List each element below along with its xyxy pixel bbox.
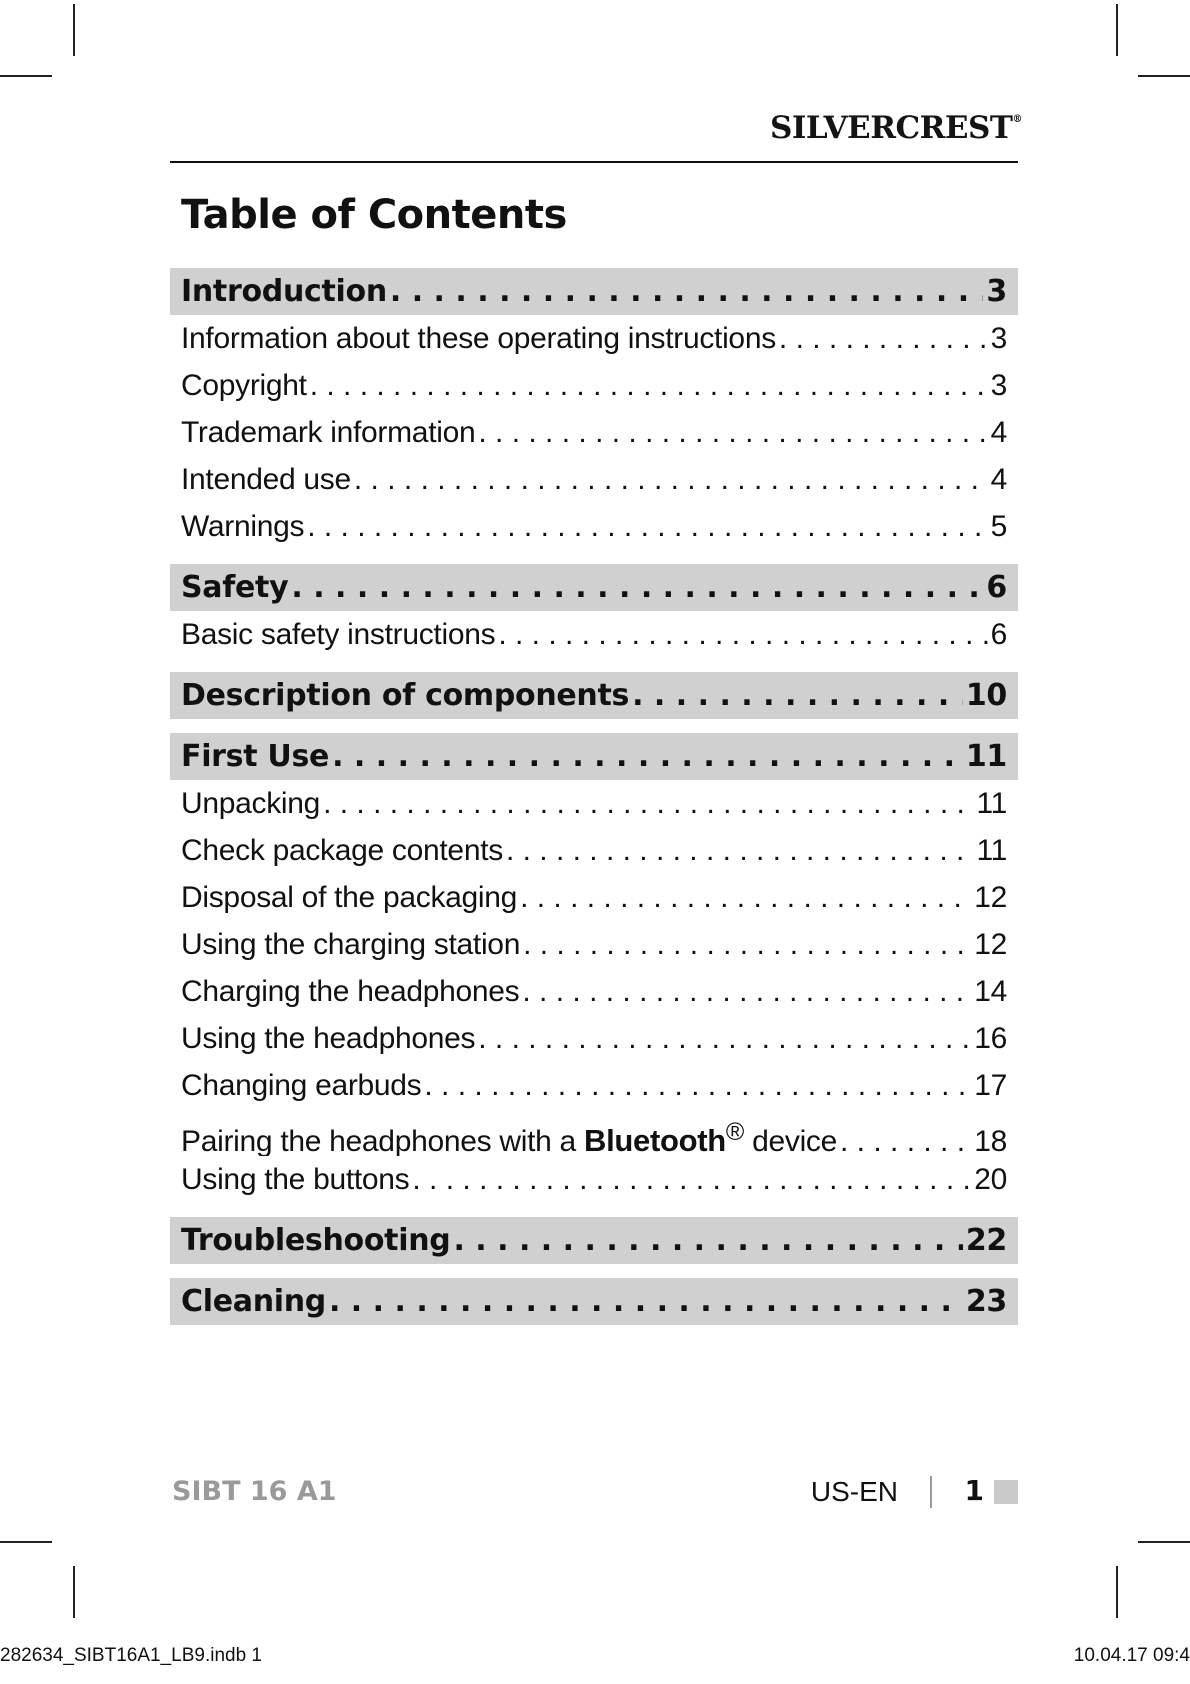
toc-leader — [498, 611, 987, 658]
footer-language: US-EN — [810, 1476, 898, 1507]
toc-section-troubleshooting — [170, 1217, 1018, 1264]
toc-leader — [412, 1156, 971, 1203]
toc-leader — [506, 827, 974, 874]
toc-entry-title: Intended use — [181, 463, 351, 496]
toc-entry-page: 3 — [990, 322, 1007, 355]
toc-entry-title: Basic safety instructions — [181, 618, 496, 651]
toc-entry-row[interactable] — [170, 827, 1018, 874]
toc-entry-row[interactable] — [170, 780, 1018, 827]
toc-entry-title: Using the headphones — [181, 1022, 476, 1055]
toc-leader — [310, 362, 988, 409]
toc-entry-label-tail: device — [752, 1125, 838, 1156]
toc-entry-page: 6 — [990, 618, 1007, 651]
toc-heading-row[interactable] — [170, 268, 1018, 315]
toc-heading-row[interactable] — [170, 1278, 1018, 1325]
toc-entry-page: 4 — [990, 463, 1007, 496]
toc-entry-title — [181, 1109, 837, 1156]
toc-leader — [354, 456, 988, 503]
crop-mark — [1116, 4, 1118, 56]
crop-mark — [73, 1566, 75, 1618]
registered-mark: ® — [725, 1118, 745, 1146]
toc-section-description-of-components — [170, 672, 1018, 719]
footer-page-number: 1 — [964, 1474, 984, 1507]
toc-entry-row[interactable] — [170, 921, 1018, 968]
toc-entry-title: Changing earbuds — [181, 1069, 422, 1102]
toc-entry-row[interactable] — [170, 503, 1018, 550]
toc-leader — [840, 1118, 971, 1156]
toc-entry-title: Using the buttons — [181, 1163, 410, 1196]
toc-heading-page: 6 — [986, 570, 1007, 605]
toc-heading-title: Cleaning — [181, 1284, 326, 1319]
toc-leader — [390, 268, 984, 315]
toc-entry-page: 11 — [976, 787, 1007, 820]
toc-leader — [779, 315, 988, 362]
crop-mark — [73, 4, 75, 56]
toc-entry-page: 20 — [974, 1163, 1007, 1196]
toc-entry-row[interactable] — [170, 409, 1018, 456]
toc-section-introduction — [170, 268, 1018, 550]
toc-entry-row[interactable] — [170, 362, 1018, 409]
toc-entry-row[interactable] — [170, 1156, 1018, 1203]
crop-mark — [1138, 75, 1190, 77]
toc-leader — [307, 503, 987, 550]
toc-entry-page: 5 — [990, 510, 1007, 543]
crop-mark — [0, 1541, 52, 1543]
toc-entry-page: 14 — [974, 975, 1007, 1008]
toc-section-safety — [170, 564, 1018, 658]
toc-leader — [523, 921, 971, 968]
toc-entry-row[interactable] — [170, 1015, 1018, 1062]
crop-mark — [1116, 1566, 1118, 1618]
toc-entry-row[interactable] — [170, 874, 1018, 921]
toc-heading-title: Safety — [181, 570, 289, 605]
crop-mark — [0, 75, 52, 77]
footer-model: SIBT 16 A1 — [172, 1476, 337, 1507]
toc-heading-row[interactable] — [170, 1217, 1018, 1264]
brand-logo: SILVERCREST® — [770, 110, 1022, 146]
toc-leader — [291, 564, 983, 611]
header-rule — [170, 161, 1018, 163]
toc-entry-title: Trademark information — [181, 416, 476, 449]
toc-heading-title: First Use — [181, 739, 330, 774]
print-slug-file: 282634_SIBT16A1_LB9.indb 1 — [0, 1645, 262, 1666]
toc-heading-page: 22 — [965, 1223, 1007, 1258]
toc-entry-title: Copyright — [181, 369, 307, 402]
toc-entry-title: Check package contents — [181, 834, 503, 867]
toc-section-first-use — [170, 733, 1018, 1203]
toc-heading-title: Troubleshooting — [181, 1223, 451, 1258]
toc-entry-page: 12 — [974, 881, 1007, 914]
toc-section-cleaning — [170, 1278, 1018, 1325]
toc-leader — [478, 1015, 971, 1062]
toc-heading-page: 10 — [965, 678, 1007, 713]
toc-entry-page: 17 — [974, 1069, 1007, 1102]
toc-entry-title: Using the charging station — [181, 928, 521, 961]
toc-heading-title: Introduction — [181, 274, 387, 309]
toc-entry-title: Disposal of the packaging — [181, 881, 518, 914]
toc-leader — [332, 733, 963, 780]
toc-entry-page: 3 — [990, 369, 1007, 402]
toc-heading-page: 23 — [965, 1284, 1007, 1319]
toc-leader — [520, 874, 971, 921]
toc-leader — [522, 968, 971, 1015]
toc-entry-row[interactable] — [170, 456, 1018, 503]
toc-entry-row[interactable] — [170, 315, 1018, 362]
bluetooth-wordmark: Bluetooth — [583, 1123, 726, 1156]
toc-heading-page: 11 — [965, 739, 1007, 774]
crop-mark — [1138, 1541, 1190, 1543]
toc-entry-row[interactable] — [170, 1109, 1018, 1156]
toc-heading-title: Description of components — [181, 678, 630, 713]
footer-pagination — [800, 1470, 1018, 1510]
toc-entry-title: Charging the headphones — [181, 975, 520, 1008]
toc-heading-page: 3 — [986, 274, 1007, 309]
toc-heading-row[interactable] — [170, 733, 1018, 780]
toc-entry-title: Warnings — [181, 510, 305, 543]
table-of-contents — [170, 268, 1018, 1325]
toc-heading-row[interactable] — [170, 564, 1018, 611]
print-slug-datetime: 10.04.17 09:4 — [1073, 1645, 1190, 1666]
toc-leader — [632, 672, 963, 719]
toc-entry-page: 11 — [976, 834, 1007, 867]
footer-divider — [930, 1476, 932, 1508]
toc-entry-title: Information about these operating instructions — [181, 322, 776, 355]
toc-heading-row[interactable] — [170, 672, 1018, 719]
toc-entry-label: Pairing the headphones with a — [181, 1125, 576, 1156]
footer-page-marker — [994, 1480, 1018, 1504]
toc-leader — [329, 1278, 963, 1325]
toc-leader — [453, 1217, 962, 1264]
toc-entry-title: Unpacking — [181, 787, 321, 820]
toc-leader — [323, 780, 973, 827]
toc-entry-page: 18 — [974, 1125, 1007, 1156]
toc-entry-row[interactable] — [170, 611, 1018, 658]
toc-entry-page: 12 — [974, 928, 1007, 961]
page-title: Table of Contents — [181, 192, 567, 238]
toc-entry-page: 16 — [974, 1022, 1007, 1055]
toc-leader — [424, 1062, 971, 1109]
toc-entry-row[interactable] — [170, 1062, 1018, 1109]
toc-entry-row[interactable] — [170, 968, 1018, 1015]
toc-entry-page: 4 — [990, 416, 1007, 449]
toc-leader — [478, 409, 987, 456]
